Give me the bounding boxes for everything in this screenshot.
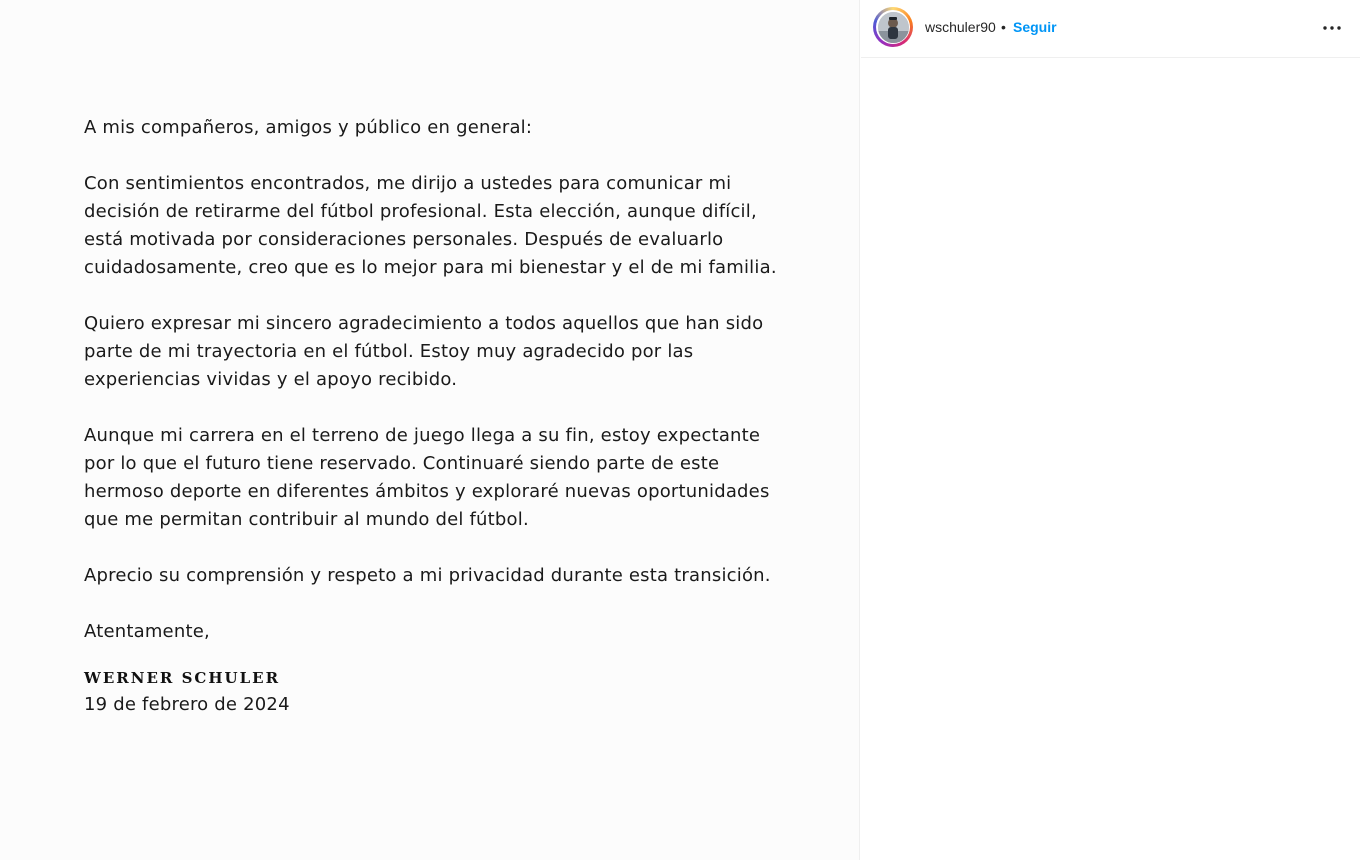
letter-signature: WERNER SCHULER	[84, 669, 281, 687]
letter-paragraph: Aunque mi carrera en el terreno de juego llega a su fin, estoy expectante por lo que el futuro tiene reservado. Continuaré siendo parte de este hermoso deporte en diferentes ámbitos y exploraré nuevas oportunidades que me permitan contribuir al mundo del fútbol.	[84, 425, 770, 530]
more-options-button[interactable]	[1320, 18, 1344, 38]
username-link[interactable]: wschuler90	[925, 19, 996, 35]
post-header	[861, 0, 1360, 58]
letter-closing: Atentamente,	[84, 621, 210, 642]
letter-date: 19 de febrero de 2024	[84, 694, 290, 715]
letter-salutation: A mis compañeros, amigos y público en general:	[84, 117, 533, 138]
letter-paragraph: Quiero expresar mi sincero agradecimiento a todos aquellos que han sido parte de mi trayectoria en el fútbol. Estoy muy agradecido por las experiencias vividas y el apoyo recibido.	[84, 313, 764, 390]
more-options-icon	[1323, 26, 1341, 30]
avatar[interactable]	[873, 7, 913, 47]
comments-area	[861, 58, 1360, 860]
avatar-frame	[876, 10, 910, 44]
letter-paragraph: Con sentimientos encontrados, me dirijo a ustedes para comunicar mi decisión de retirarme del fútbol profesional. Esta elección, aunque difícil, está motivada por consideraciones personales. Después de evaluarlo cuidadosamente, creo que es lo mejor para mi bienestar y el de mi familia.	[84, 173, 777, 278]
post-sidebar	[861, 0, 1360, 860]
follow-button[interactable]: Seguir	[1013, 19, 1057, 35]
letter-paragraph: Aprecio su comprensión y respeto a mi privacidad durante esta transición.	[84, 565, 771, 586]
retirement-letter	[84, 114, 784, 718]
profile-avatar-icon	[878, 12, 909, 43]
separator-dot: •	[1001, 19, 1006, 35]
